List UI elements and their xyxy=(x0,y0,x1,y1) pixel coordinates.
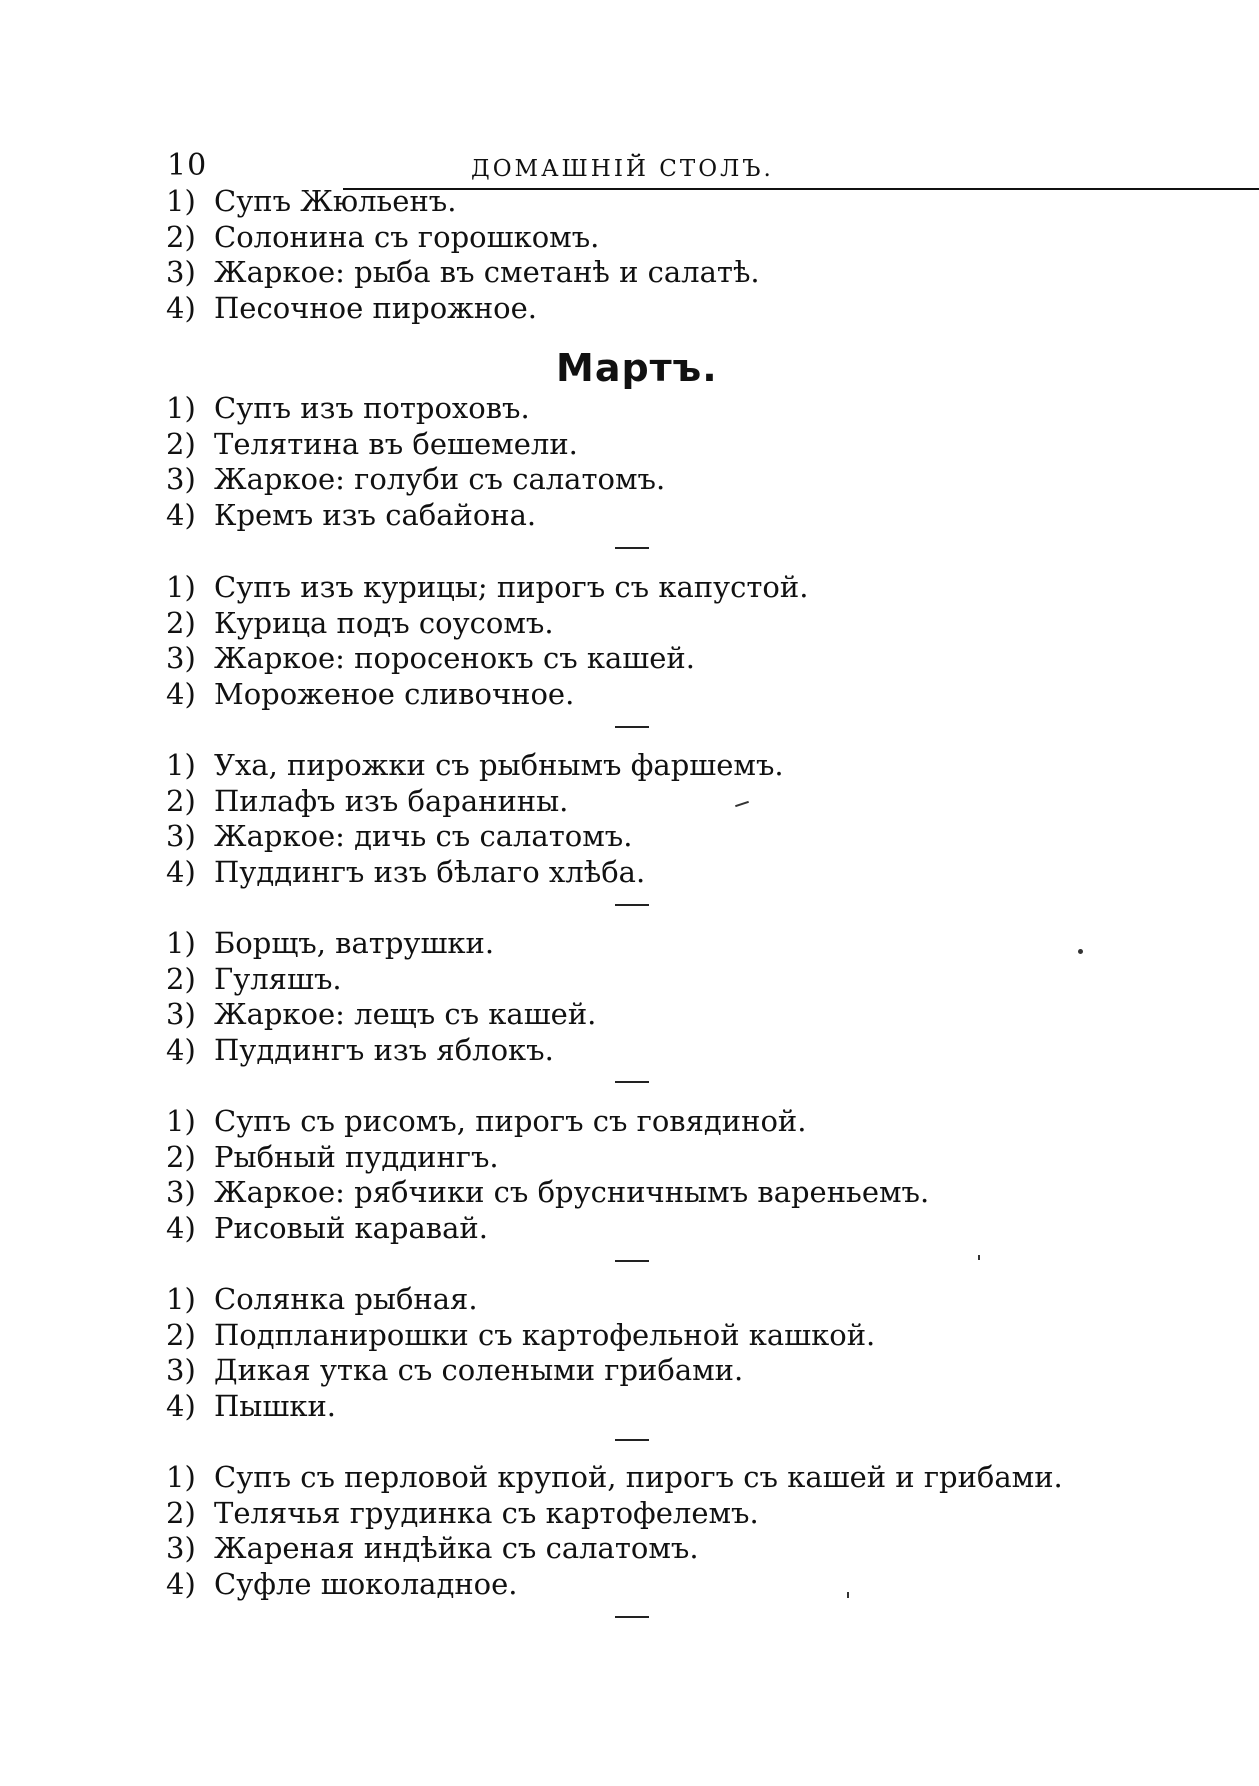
menu-item xyxy=(166,1389,875,1425)
menu-item xyxy=(166,819,784,855)
menu-item xyxy=(166,997,596,1033)
scan-speck xyxy=(978,1255,980,1260)
item-number: 4) xyxy=(166,1210,196,1245)
menu-item xyxy=(166,962,596,998)
menu-item xyxy=(166,391,665,427)
item-number: 1) xyxy=(166,748,196,782)
separator-dash xyxy=(615,1081,649,1083)
menu-item xyxy=(166,1496,1063,1532)
item-text: Жаркое: лещъ съ кашей. xyxy=(214,997,597,1031)
item-number: 3) xyxy=(166,1531,196,1565)
item-text: Гуляшъ. xyxy=(214,961,342,996)
menu-item xyxy=(166,1033,596,1069)
scan-speck xyxy=(847,1592,849,1598)
item-text: Пышки. xyxy=(214,1388,337,1423)
item-text: Подпланирошки съ картофельной кашкой. xyxy=(214,1317,876,1352)
menu-item xyxy=(166,570,808,606)
menu-block xyxy=(166,748,784,890)
menu-item xyxy=(166,1175,929,1211)
item-text: Борщъ, ватрушки. xyxy=(214,926,495,960)
item-number: 2) xyxy=(166,219,196,254)
menu-block xyxy=(166,1104,929,1246)
menu-block xyxy=(166,1282,875,1424)
item-number: 1) xyxy=(166,184,196,218)
menu-item xyxy=(166,641,808,677)
item-text: Жаркое: рябчики съ брусничнымъ вареньемъ. xyxy=(214,1175,930,1209)
menu-block xyxy=(166,1460,1063,1602)
item-text: Уха, пирожки съ рыбнымъ фаршемъ. xyxy=(214,748,784,782)
menu-block xyxy=(166,391,665,533)
item-number: 4) xyxy=(166,1032,196,1067)
item-number: 3) xyxy=(166,1353,196,1387)
menu-item xyxy=(166,606,808,642)
item-text: Супъ Жюльенъ. xyxy=(214,184,457,218)
separator-dash xyxy=(615,726,649,728)
menu-item xyxy=(166,1353,875,1389)
menu-item xyxy=(166,255,760,291)
item-text: Пуддингъ изъ бѣлаго хлѣба. xyxy=(214,854,646,889)
menu-item xyxy=(166,1460,1063,1496)
item-text: Солонина съ горошкомъ. xyxy=(214,219,600,254)
menu-item xyxy=(166,1140,929,1176)
item-number: 1) xyxy=(166,391,196,425)
menu-item xyxy=(166,677,808,713)
menu-item xyxy=(166,1282,875,1318)
menu-item xyxy=(166,1211,929,1247)
item-number: 1) xyxy=(166,926,196,960)
section-title: Мартъ. xyxy=(556,346,718,390)
item-number: 2) xyxy=(166,605,196,640)
item-text: Жаркое: дичь съ салатомъ. xyxy=(214,819,633,853)
item-text: Телятина въ бешемели. xyxy=(214,426,578,461)
page-header xyxy=(163,148,1099,188)
item-number: 4) xyxy=(166,854,196,889)
item-number: 4) xyxy=(166,1566,196,1601)
item-text: Песочное пирожное. xyxy=(214,290,538,325)
menu-item xyxy=(166,1104,929,1140)
menu-item xyxy=(166,427,665,463)
item-number: 2) xyxy=(166,1495,196,1530)
menu-item xyxy=(166,291,760,327)
item-number: 4) xyxy=(166,1388,196,1423)
item-text: Супъ изъ курицы; пирогъ съ капустой. xyxy=(214,570,809,604)
item-number: 2) xyxy=(166,783,196,818)
item-text: Жаркое: рыба въ сметанѣ и салатѣ. xyxy=(214,255,760,289)
item-number: 3) xyxy=(166,819,196,853)
item-number: 3) xyxy=(166,997,196,1031)
separator-dash xyxy=(615,904,649,906)
separator-dash xyxy=(615,1616,649,1618)
menu-block xyxy=(166,926,596,1068)
running-title: ДОМАШНІЙ СТОЛЪ. xyxy=(471,156,774,182)
menu-item xyxy=(166,1318,875,1354)
item-text: Рыбный пуддингъ. xyxy=(214,1139,499,1174)
page-number: 10 xyxy=(167,148,208,183)
item-number: 3) xyxy=(166,255,196,289)
item-number: 1) xyxy=(166,1460,196,1494)
menu-item xyxy=(166,784,784,820)
menu-item xyxy=(166,1567,1063,1603)
item-number: 1) xyxy=(166,1282,196,1316)
separator-dash xyxy=(615,1260,649,1262)
item-number: 1) xyxy=(166,570,196,604)
item-text: Суфле шоколадное. xyxy=(214,1566,518,1601)
item-number: 3) xyxy=(166,1175,196,1209)
item-text: Супъ съ рисомъ, пирогъ съ говядиной. xyxy=(214,1104,807,1138)
item-number: 4) xyxy=(166,290,196,325)
menu-item xyxy=(166,498,665,534)
item-text: Жаркое: голуби съ салатомъ. xyxy=(214,462,666,496)
separator-dash xyxy=(615,547,649,549)
item-text: Пилафъ изъ баранины. xyxy=(214,783,569,818)
scan-speck xyxy=(1078,949,1083,954)
item-number: 2) xyxy=(166,961,196,996)
item-number: 3) xyxy=(166,641,196,675)
menu-item xyxy=(166,184,760,220)
item-text: Мороженое сливочное. xyxy=(214,676,575,711)
item-text: Жаркое: поросенокъ съ кашей. xyxy=(214,641,695,675)
item-text: Солянка рыбная. xyxy=(214,1282,478,1316)
item-text: Дикая утка съ солеными грибами. xyxy=(214,1353,744,1387)
item-number: 2) xyxy=(166,426,196,461)
item-number: 3) xyxy=(166,462,196,496)
item-text: Жареная индѣйка съ салатомъ. xyxy=(214,1531,699,1565)
item-text: Рисовый каравай. xyxy=(214,1210,488,1245)
item-number: 4) xyxy=(166,676,196,711)
item-number: 4) xyxy=(166,497,196,532)
menu-item xyxy=(166,926,596,962)
separator-dash xyxy=(615,1439,649,1441)
item-text: Курица подъ соусомъ. xyxy=(214,605,554,640)
menu-item xyxy=(166,1531,1063,1567)
item-number: 2) xyxy=(166,1317,196,1352)
item-number: 1) xyxy=(166,1104,196,1138)
menu-block xyxy=(166,184,760,326)
item-text: Кремъ изъ сабайона. xyxy=(214,497,537,532)
menu-item xyxy=(166,748,784,784)
item-text: Супъ изъ потроховъ. xyxy=(214,391,530,425)
item-text: Пуддингъ изъ яблокъ. xyxy=(214,1032,554,1067)
menu-block xyxy=(166,570,808,712)
item-text: Телячья грудинка съ картофелемъ. xyxy=(214,1495,759,1530)
menu-item xyxy=(166,855,784,891)
item-text: Супъ съ перловой крупой, пирогъ съ кашей и грибами. xyxy=(214,1460,1063,1494)
menu-item xyxy=(166,220,760,256)
item-number: 2) xyxy=(166,1139,196,1174)
menu-item xyxy=(166,462,665,498)
